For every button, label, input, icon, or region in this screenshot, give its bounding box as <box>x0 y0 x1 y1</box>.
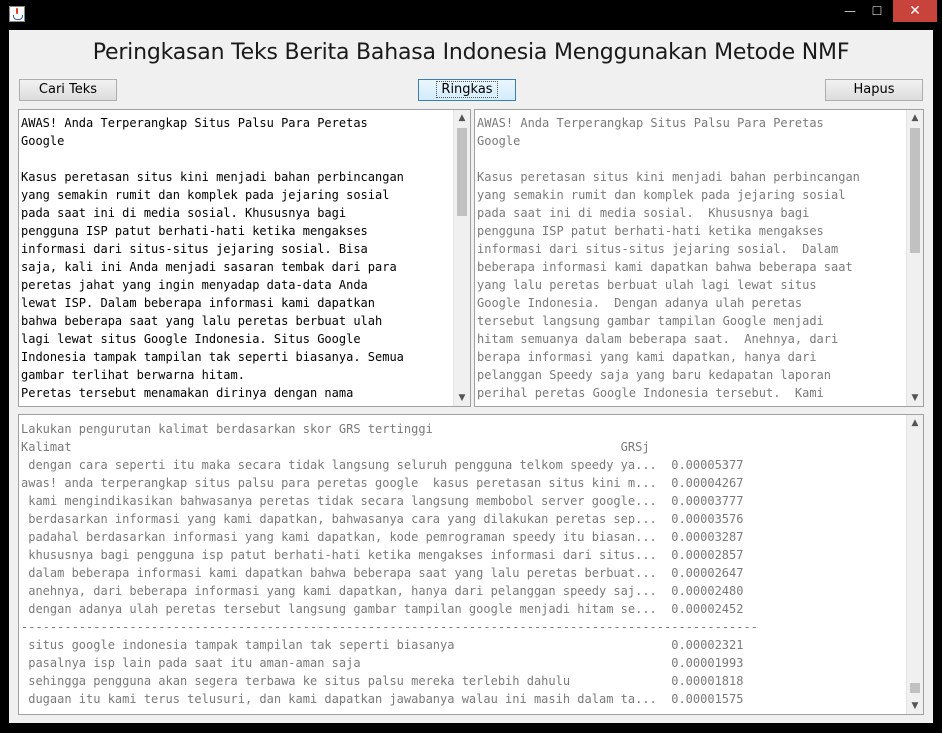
scroll-up-icon[interactable]: ▲ <box>458 113 466 123</box>
clear-button-label: Hapus <box>853 82 895 97</box>
page-title: Peringkasan Teks Berita Bahasa Indonesia Menggunakan Metode NMF <box>92 40 850 65</box>
scroll-thumb[interactable] <box>910 128 920 253</box>
summarize-button-label: Ringkas <box>437 82 496 97</box>
main-panel <box>9 30 933 723</box>
scroll-up-icon[interactable]: ▲ <box>911 418 919 428</box>
scroll-down-icon[interactable]: ▼ <box>458 393 466 403</box>
search-text-button-label: Cari Teks <box>38 82 98 97</box>
input-text-area[interactable] <box>18 109 471 407</box>
maximize-icon[interactable]: ☐ <box>871 4 883 18</box>
close-icon[interactable]: ✕ <box>893 0 937 22</box>
scroll-down-icon[interactable]: ▼ <box>911 701 919 711</box>
scroll-down-icon[interactable]: ▼ <box>911 393 919 403</box>
summary-text: AWAS! Anda Terperangkap Situs Palsu Para Peretas Google Kasus peretasan situs kini menjadi bahan perbincangan yang semakin rumit dan komplek pada jejaring sosial pada saat ini di media sosial. Khususnya bagi pengguna ISP patut berhati-hati ketika mengakses informasi dari situs-situs jejaring sosial. Dalam beberapa informasi kami dapatkan bahwa beberapa saat yang lalu peretas berbuat ulah lagi lewat situs Google Indonesia. Dengan adanya ulah peretas tersebut langsung gambar tampilan Google menjadi hitam semuanya dalam beberapa saat. Anehnya, dari berapa informasi yang kami dapatkan, hanya dari pelanggan Speedy saja yang baru kedapatan laporan perihal peretas Google Indonesia tersebut. Kami <box>477 116 860 400</box>
results-text-area[interactable] <box>18 414 924 715</box>
minimize-icon[interactable]: — <box>844 4 856 18</box>
scroll-up-icon[interactable]: ▲ <box>911 113 919 123</box>
results-text: Lakukan pengurutan kalimat berdasarkan skor GRS tertinggi Kalimat GRSj dengan cara seperti itu maka secara tidak langsung seluruh pengguna telkom speedy ya... 0.00005377 awas! anda terperangkap situs palsu para peretas google kasus peretasan situs kini m... 0.00004267 kami mengindikasikan bahwasanya peretas tidak secara langsung membobol server google... 0.00003777 berdasarkan informasi yang kami dapatkan, bahwasanya cara yang dilakukan peretas sep... 0.00003576 padahal berdasarkan informasi yang kami dapatkan, kode pemrograman speedy itu biasan... 0.00003287 khususnya bagi pengguna isp patut berhati-hati ketika mengakses informasi dari situs... 0.00002857 dalam beberapa informasi kami dapatkan bahwa beberapa saat yang lalu peretas berbuat... 0.00002647 anehnya, dari beberapa informasi yang kami dapatkan, hanya dari pelanggan speedy saj... 0.00002480 dengan adanya ulah peretas tersebut langsung gambar tampilan google menjadi hitam se... 0.00002452 ------------------------------------------------------------------------------------------------------ situs google indonesia tampak tampilan tak seperti biasanya 0.00002321 pasalnya isp lain pada saat itu aman-aman saja 0.00001993 sehingga pengguna akan segera terbawa ke situs palsu mereka terlebih dahulu 0.00001818 dugaan itu kami terus telusuri, dan kami dapatkan jawabanya walau ini masih dalam ta... 0.00001575 <box>21 422 758 706</box>
scroll-thumb[interactable] <box>457 128 467 216</box>
input-scrollbar[interactable] <box>453 110 470 406</box>
summarize-button[interactable] <box>418 79 516 101</box>
results-scrollbar[interactable] <box>906 415 923 714</box>
window-titlebar <box>0 0 942 30</box>
java-app-icon <box>9 6 25 22</box>
scroll-thumb[interactable] <box>910 683 920 693</box>
summary-scrollbar[interactable] <box>906 110 923 406</box>
search-text-button[interactable] <box>19 79 117 101</box>
input-text: AWAS! Anda Terperangkap Situs Palsu Para Peretas Google Kasus peretasan situs kini menjadi bahan perbincangan yang semakin rumit dan komplek pada jejaring sosial pada saat ini di media sosial. Khususnya bagi pengguna ISP patut berhati-hati ketika mengakses informasi dari situs-situs jejaring sosial. Bisa saja, kali ini Anda menjadi sasaran tembak dari para peretas jahat yang ingin menyadap data-data Anda lewat ISP. Dalam beberapa informasi kami dapatkan bahwa beberapa saat yang lalu peretas berbuat ulah lagi lewat situs Google Indonesia. Situs Google Indonesia tampak tampilan tak seperti biasanya. Semua gambar terlihat berwarna hitam. Peretas tersebut menamakan dirinya dengan nama <box>21 116 404 400</box>
clear-button[interactable] <box>825 79 923 101</box>
summary-text-area[interactable] <box>474 109 924 407</box>
